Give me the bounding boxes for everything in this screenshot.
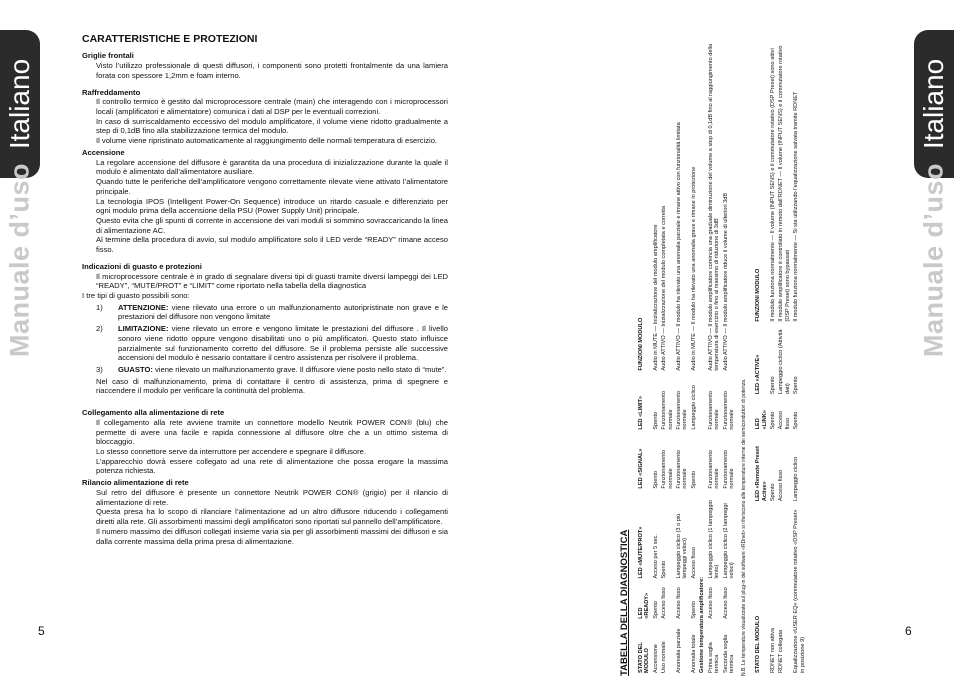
table-cell: Spento: [770, 483, 776, 502]
table-cell: Audio ATTIVO — Il modulo amplificatore comincia una graduale diminuzione del volume a step di 0,1dB fino al raggiungimento della temperatura di esercizio o fino al massimo di riduzione di 3dB: [707, 43, 721, 371]
banner-manual-title: Manuale d’uso: [4, 162, 35, 358]
fault-text-3: Nel caso di malfunzionamento, prima di contattare il centro di assistenza, prima di spegnere e riaccendere il modulo per verificare la continuità del problema.: [96, 376, 448, 396]
table-header: FUNZIONI MODULO: [637, 317, 644, 371]
table-cell: Spento: [690, 470, 697, 489]
table-header: LED «MUTE/PROT»: [637, 526, 644, 579]
rdnet-table: [754, 36, 807, 676]
table-header: LED «SIGNAL»: [637, 448, 644, 489]
table-cell: Spento: [793, 376, 800, 395]
fault-item: [96, 365, 448, 375]
table-cell: Audio in MUTE — Il modulo ha rilevato una anomalia grave e rimane in protezione: [690, 166, 697, 371]
table-row: [777, 36, 792, 676]
table-cell: Equalizzazione «USER EQ» (commutatore rotativo «DSP Preset» in posizione 9): [793, 509, 806, 673]
temperature-note: N.B. Le temperature visualizzate sul plug-in del software «RDnet» si riferiscono alle temperature interne dei semiconduttori di potenza.: [741, 378, 748, 676]
fault-item: [96, 303, 448, 322]
left-content: [82, 33, 448, 546]
table-cell: Acceso per 5 sec.: [652, 534, 659, 579]
table-cell: Funzionamento normale: [722, 450, 735, 489]
table-cell: Funzionamento normale: [722, 391, 735, 430]
table-header: STATO DEL MODULO: [755, 615, 762, 673]
relay-text-1: Sul retro del diffusore è presente un connettore Neutrik POWER CON® (grigio) per il rilancio di alimentazione di rete.: [96, 487, 448, 507]
table-cell: Spento: [793, 411, 800, 430]
table-cell: Lampeggio ciclico (2 lampeggi veloci): [722, 503, 735, 579]
relay-heading: Rilancio alimentazione di rete: [82, 478, 189, 488]
right-side-banner: [914, 30, 954, 630]
table-cell: Acceso fisso: [778, 469, 785, 502]
banner-manual-title: Manuale d’uso: [918, 162, 949, 358]
relay-text-3: Il numero massimo dei diffusori collegati insieme varia sia per gli assorbimenti massimi dei diffusori e sia dalla corrente massima della prima presa di alimentazione.: [96, 526, 448, 546]
table-cell: Il modulo funziona normalmente — Il volume (INPUT SENS) e il commutatore rotativo (DSP Preset) sono attivi: [770, 48, 776, 322]
table-cell: Spento: [661, 560, 668, 579]
left-side-banner: [0, 30, 40, 630]
table-row: [769, 36, 777, 676]
banner-language-tab: [0, 30, 40, 178]
banner-language-tab: [914, 30, 954, 178]
table-header: LED «Remote Preset Active»: [755, 446, 768, 502]
fault-text-1: Il microprocessore centrale è in grado di segnalare diversi tipi di guasti tramite diversi lampeggi dei LED “READY”, “MUTE/PROT” e “LIMIT” come riportato nella tabella della diagnostica: [96, 271, 448, 291]
table-cell: Funzionamento normale: [661, 450, 674, 489]
page-number-right: 6: [905, 624, 912, 638]
table-cell: Spento: [770, 376, 776, 395]
table-cell: Lampeggio ciclico (3 o più lampeggi veloci): [676, 513, 689, 579]
fault-item-text: viene rilevato un malfunzionamento grave. Il diffusore viene posto nello stato di “mute”.: [152, 365, 447, 374]
power-on-text-2: Quando tutte le periferiche dell’amplificatore vengono correttamente rilevate viene attivato l’alimentatore principale.: [96, 177, 448, 196]
table-header: FUNZIONI MODULO: [755, 268, 762, 322]
table-cell: Spento: [770, 411, 776, 430]
table-cell: Lampeggio ciclico: [690, 385, 697, 430]
banner-language: Italiano: [4, 58, 35, 150]
fault-item-number: 2): [96, 324, 103, 334]
table-cell: RDNET non attiva: [770, 628, 776, 673]
page-number-left: 5: [38, 624, 45, 638]
table-row: [698, 36, 706, 676]
banner-language: Italiano: [918, 58, 949, 150]
table-cell: Audio ATTIVO — Il modulo amplificatore riduce il volume di ulteriori 3dB: [722, 192, 729, 371]
fault-item-lead: GUASTO:: [118, 365, 153, 374]
table-cell: Funzionamento normale: [676, 391, 689, 430]
table-cell: Audio ATTIVO — Inizializzazione del modulo completata e corretta: [661, 205, 668, 371]
fault-item-number: 1): [96, 302, 103, 312]
fault-item-number: 3): [96, 365, 103, 374]
table-row: [707, 36, 722, 676]
cooling-text-3: Il volume viene ripristinato automaticamente al raggiungimento delle normali temperatura di esercizio.: [96, 136, 438, 146]
table-cell: Audio in MUTE — Inizializzazione del modulo amplificatore: [652, 224, 659, 371]
table-cell: Acceso fisso: [707, 587, 714, 619]
table-cell: Lampeggio ciclico: [793, 456, 800, 502]
table-header: LED «ACTIVE»: [755, 354, 762, 395]
table-cell: Spento: [652, 470, 659, 489]
table-cell: Funzionamento normale: [707, 450, 721, 489]
table-cell: Acceso fisso: [722, 587, 729, 619]
table-cell: Funzionamento normale: [661, 391, 674, 430]
table-cell: RDNET collegata: [778, 629, 785, 673]
mains-text-3: L’apparecchio dovrà essere collegato ad una rete di alimentazione che possa erogare la massima potenza richiesta.: [96, 456, 448, 476]
table-cell: Acceso fisso: [661, 587, 668, 619]
fault-text-2: I tre tipi di guasto possibili sono:: [82, 290, 190, 300]
table-row: [675, 36, 690, 676]
table-header: LED «LINK»: [755, 410, 768, 430]
table-row: [792, 36, 807, 676]
table-cell: Audio ATTIVO — Il modulo ha rilevato una anomalia parziale e rimane attivo con funzionalità limitata: [676, 122, 683, 371]
relay-text-2: Questa presa ha lo scopo di rilanciare l’alimentazione ad un altro diffusore riducendo i collegamenti diretti alla rete. Gli assorbimenti massimi degli amplificatori sono riportati sul pannello dell’amplificatore.: [96, 507, 448, 527]
table-cell: Spento: [652, 600, 659, 619]
table-cell: Acceso fisso: [778, 411, 791, 430]
mains-text-2: Lo stesso connettore serve da interruttore per accendere e spegnare il diffusore.: [96, 447, 367, 457]
grille-heading: Griglie frontali: [82, 51, 134, 61]
table-cell: Anomalia parziale: [676, 628, 683, 673]
table-cell: Funzionamento normale: [707, 391, 721, 430]
table-row: [652, 36, 660, 676]
table-cell: Accensione: [652, 644, 659, 673]
table-cell: Acceso fisso: [676, 587, 683, 619]
diagnostics-table: [637, 36, 736, 676]
table-header: LED «LIMIT»: [637, 396, 644, 430]
table-cell: Spento: [652, 411, 659, 430]
table-header: LED «READY»: [637, 592, 651, 619]
fault-item-lead: LIMITAZIONE:: [118, 324, 169, 334]
table-header-row: [637, 36, 652, 676]
table-row: [722, 36, 737, 676]
fault-heading: Indicazioni di guasto e protezioni: [82, 261, 202, 271]
table-cell: Uso normale: [661, 641, 668, 673]
fault-item: [96, 324, 448, 363]
table-cell: Il modulo funziona normalmente — Si sta utilizzando l’equalizzazione salvata tramite RDNET: [793, 91, 800, 322]
diagnostics-table-rotated: [620, 36, 890, 676]
table-cell: Lampeggio ciclico (Attività dati): [778, 329, 791, 395]
mains-heading: Collegamento alla alimentazione di rete: [82, 408, 225, 418]
table-cell: Acceso fisso: [690, 547, 697, 579]
power-on-text-3: La tecnologia IPOS (Intelligent Power-On Sequence) introduce un ritardo casuale e differenziato per ogni modulo prima della accensione della PSU (Power Supply Unit) principale.: [96, 196, 448, 216]
power-on-text-4: Questo evita che gli spunti di corrente in accensione dei vari moduli si sommino sovraccaricando la linea di alimentazione AC.: [96, 215, 448, 235]
table-header-row: [754, 36, 769, 676]
cooling-heading: Raffreddamento: [82, 87, 141, 97]
table-row: [660, 36, 675, 676]
table-cell: Anomalia totale: [690, 634, 697, 673]
table-cell: Lampeggio ciclico (1 lampeggio lento): [707, 500, 721, 579]
power-on-heading: Accensione: [82, 147, 125, 157]
mains-text-1: Il collegamento alla rete avviene tramite un connettore modello Neutrik POWER CON® (blu) che permette di avere una facile e rapida connessione al diffusore oltre che a un ottimo sistema di bloccaggio.: [96, 417, 448, 447]
cooling-text-2: In caso di surriscaldamento eccessivo del modulo amplificatore, il volume viene ridotto gradualmente a step di 0,1dB fino alla stabilizzazione termica del modulo.: [96, 116, 448, 136]
table-cell: Il modulo amplificatore è controllato in remoto dall’RDNET — Il volume (INPUT SENS) e il commutatore rotativo (DSP Preset) sono bypassati: [778, 45, 791, 322]
table-cell: Spento: [690, 600, 697, 619]
table-cell: Funzionamento normale: [676, 450, 689, 489]
fault-item-text: viene rilevato una errore o un malfunzionamento autoripristinate non grave e le prestazioni del diffusore non vengono limitate: [118, 302, 448, 322]
power-on-text-1: La regolare accensione del diffusore è garantita da una procedura di inizializzazione durante la quale il modulo è alimentato dall’alimentatore ausiliare.: [96, 157, 448, 177]
fault-item-text: viene rilevato un errore e vengono limitate le prestazioni del diffusore . Il livello sonoro viene ridotto oppure vengono disabilitati uno o più amplificatori. Questo stato influisce parzialmente sul funzionamento corretto del diffusore. Se il problema persiste alle successive accensioni del modulo è nessario contattare il centro assistenza per risolvere il problema.: [118, 324, 448, 363]
cooling-text-1: Il controllo termico è gestito dal microprocessore centrale (main) che interagendo con i microprocessori locali (amplificatori e alimentatore) comunica i dati al DSP per le eventuali correzioni.: [96, 97, 448, 117]
table-cell: Seconda soglia termica: [722, 634, 735, 673]
diagnostics-title: TABELLA DELLA DIAGNOSTICA: [619, 529, 630, 676]
temperature-subheading: Gestione temperatura amplificatore:: [699, 576, 706, 673]
fault-item-lead: ATTENZIONE:: [118, 302, 169, 312]
grille-text: Visto l’utilizzo professionale di questi diffusori, i componenti sono protetti frontalmente da una lamiera forata con spessore 1,2mm e foam interno.: [96, 61, 448, 80]
table-row: [690, 36, 698, 676]
section-title: CARATTERISTICHE E PROTEZIONI: [82, 33, 258, 45]
power-on-text-5: Al termine della procedura di avvio, sul modulo amplificatore solo il LED verde “READY” rimane acceso fisso.: [96, 235, 448, 255]
table-cell: Prima soglia termica: [707, 642, 721, 673]
table-header: STATO DEL MODULO: [637, 642, 651, 673]
